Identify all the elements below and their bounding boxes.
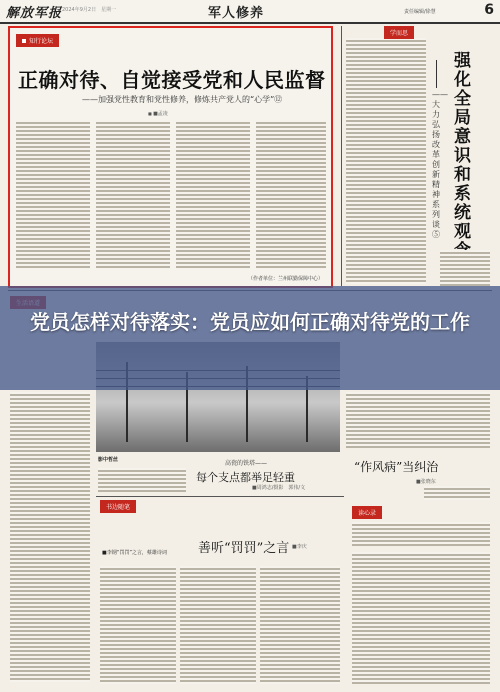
body-column-3 — [176, 120, 250, 270]
bottom-body-col-2 — [180, 566, 256, 684]
featured-article-frame — [8, 26, 333, 288]
right-headline: 强化全局意识和系统观 — [454, 51, 471, 242]
right-subhead: ——大力弘扬改革创新精神系列谈⑤ — [432, 90, 448, 239]
editor-credit: 责任编辑/徐慧 — [404, 9, 436, 15]
right-sub-author: ■张晓东 — [416, 479, 436, 485]
dateline: 2024年9月2日 星期一 — [62, 7, 117, 13]
left-body-text — [10, 392, 90, 682]
body-column-2 — [96, 120, 170, 270]
right-lower-text — [346, 392, 490, 448]
article-subtitle: ——加强党性教育和党性修养，修炼共产党人的“心学”⑫ — [82, 95, 283, 104]
newspaper-logo: 解放军报 — [6, 6, 63, 21]
photo-headline: 每个支点都举足轻重 — [196, 471, 295, 484]
photo-column-label: 影中哲丝 — [98, 457, 119, 463]
reading-box-text — [352, 522, 490, 546]
column-tag: 知行论坛 — [16, 34, 59, 47]
reading-body-text — [352, 552, 490, 684]
bottom-mini-head: ■李钢“罚罚”之言，蔡雄诗词 — [102, 550, 167, 556]
right-column-tag: 学而思 — [384, 26, 414, 39]
page-number: 6 — [484, 2, 494, 18]
bottom-author: ■李庆 — [292, 544, 307, 550]
right-body-text-lower — [440, 250, 490, 286]
body-column-4 — [256, 120, 326, 270]
photo-caption-text — [98, 468, 186, 492]
sub-kicker: 高瓷的铁塔—— — [225, 460, 268, 467]
article-title: 正确对待、自觉接受党和人民监督 — [18, 68, 326, 92]
reading-tag: 读心录 — [352, 506, 382, 519]
bottom-body-col-1 — [100, 566, 176, 684]
body-column-1 — [16, 120, 90, 270]
overlay-banner — [0, 286, 500, 390]
masthead — [0, 0, 500, 24]
photo-author: ■周鸿志/摄影 郭伟/文 — [252, 485, 306, 491]
right-sub-headline: “作风病”当纠治 — [354, 460, 439, 474]
bottom-body-col-3 — [260, 566, 340, 684]
bottom-headline: 善听“罚罚”之言 — [198, 541, 290, 556]
article-author: ■ ■孟凌 — [148, 110, 168, 117]
author-affiliation: （作者单位：兰州联勤保障中心） — [247, 276, 323, 282]
right-body-text — [346, 38, 426, 284]
books-tag: 书边随笔 — [100, 500, 136, 513]
subhead-rule — [436, 60, 437, 88]
section-title: 军人修养 — [208, 6, 265, 21]
right-sub-body — [424, 486, 490, 500]
column-divider — [341, 26, 342, 286]
banner-line: 党员怎样对待落实：党员应如何正确对待党的工作 — [30, 310, 470, 334]
section-divider — [96, 496, 344, 497]
overlay-banner-text — [0, 306, 500, 338]
